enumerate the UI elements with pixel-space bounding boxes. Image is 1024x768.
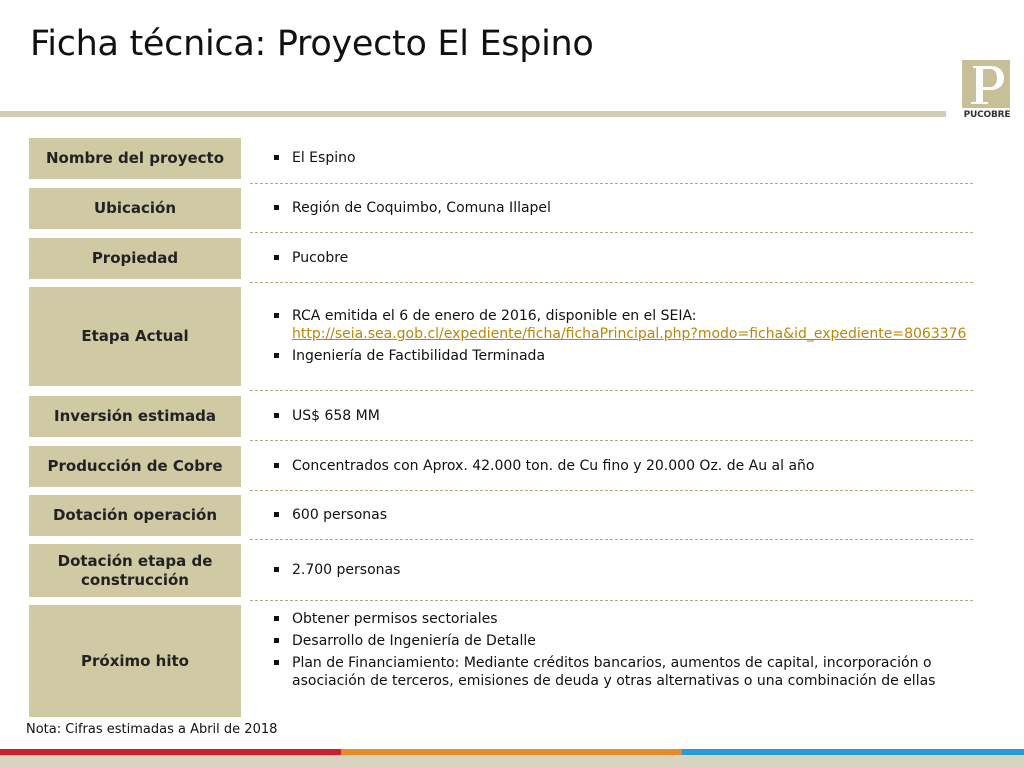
bullet-item: El Espino xyxy=(272,149,982,167)
value-ubicacion xyxy=(272,188,982,229)
seia-link[interactable]: http://seia.sea.gob.cl/expediente/ficha/fichaPrincipal.php?modo=ficha&id_expediente=8063376 xyxy=(292,326,967,342)
value-dotacion-construccion xyxy=(272,544,982,597)
bullet-text: RCA emitida el 6 de enero de 2016, disponible en el SEIA: xyxy=(292,308,697,324)
bullet-item: Obtener permisos sectoriales xyxy=(272,610,962,628)
bullet-item: 2.700 personas xyxy=(272,561,982,579)
label-proximo-hito: Próximo hito xyxy=(29,605,241,717)
label-etapa-actual: Etapa Actual xyxy=(29,287,241,386)
label-produccion-cobre: Producción de Cobre xyxy=(29,446,241,487)
logo-mark xyxy=(962,60,1010,108)
bullet-item: Región de Coquimbo, Comuna Illapel xyxy=(272,199,982,217)
page-title: Ficha técnica: Proyecto El Espino xyxy=(30,24,594,64)
label-inversion-estimada: Inversión estimada xyxy=(29,396,241,437)
row-divider xyxy=(250,539,973,540)
pucobre-logo xyxy=(962,60,1012,120)
row-divider xyxy=(250,490,973,491)
footnote: Nota: Cifras estimadas a Abril de 2018 xyxy=(26,722,278,737)
label-propiedad: Propiedad xyxy=(29,238,241,279)
bullet-item: Ingeniería de Factibilidad Terminada xyxy=(272,347,977,365)
bullet-item: Plan de Financiamiento: Mediante créditos bancarios, aumentos de capital, incorporación o asociación de terceros, emisiones de deuda y otras alternativas o una combinación de ellas xyxy=(272,654,962,690)
logo-text: PUCOBRE xyxy=(963,110,1011,120)
label-ubicacion: Ubicación xyxy=(29,188,241,229)
value-produccion-cobre xyxy=(272,446,982,487)
bullet-item: US$ 658 MM xyxy=(272,407,982,425)
logo-p-icon xyxy=(962,60,1010,108)
value-proximo-hito xyxy=(272,607,962,695)
label-dotacion-operacion: Dotación operación xyxy=(29,495,241,536)
value-etapa-actual xyxy=(272,292,977,382)
row-divider xyxy=(250,390,973,391)
title-divider xyxy=(0,111,946,117)
footer-band xyxy=(0,755,1024,768)
value-nombre-proyecto xyxy=(272,138,982,179)
label-nombre-proyecto: Nombre del proyecto xyxy=(29,138,241,179)
value-propiedad xyxy=(272,238,982,279)
row-divider xyxy=(250,440,973,441)
bullet-item: 600 personas xyxy=(272,506,982,524)
value-inversion-estimada xyxy=(272,396,982,437)
bullet-item: Concentrados con Aprox. 42.000 ton. de Cu fino y 20.000 Oz. de Au al año xyxy=(272,457,982,475)
row-divider xyxy=(250,282,973,283)
value-dotacion-operacion xyxy=(272,495,982,536)
bullet-item: Desarrollo de Ingeniería de Detalle xyxy=(272,632,962,650)
label-dotacion-construccion: Dotación etapa de construcción xyxy=(29,544,241,597)
bullet-item xyxy=(272,307,977,343)
row-divider xyxy=(250,183,973,184)
row-divider xyxy=(250,600,973,601)
bullet-item: Pucobre xyxy=(272,249,982,267)
row-divider xyxy=(250,232,973,233)
